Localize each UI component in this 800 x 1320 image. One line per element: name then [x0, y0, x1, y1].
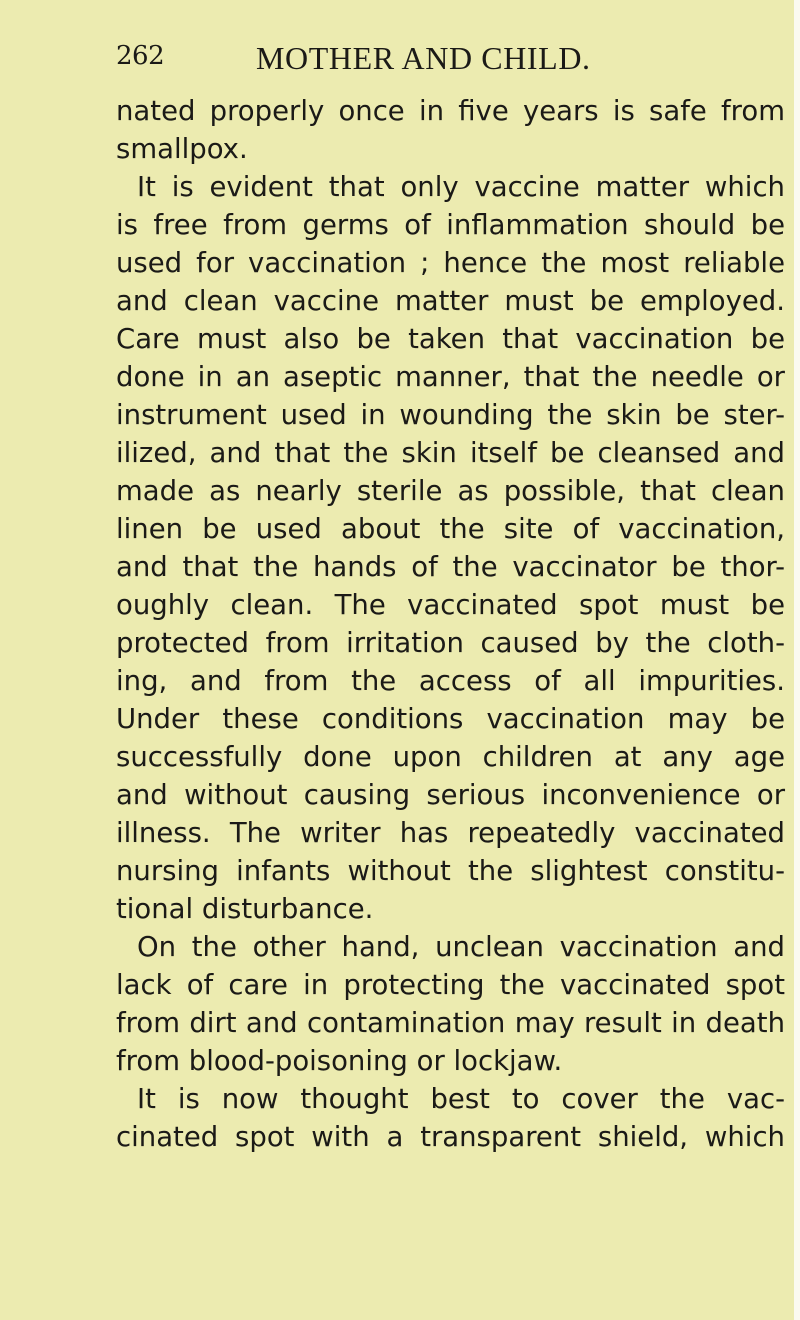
running-head: MOTHER AND CHILD. [256, 40, 591, 76]
text-line-21: nursing infants without the slightest constitu- [116, 855, 785, 887]
text-line-15: protected from irritation caused by the cloth- [116, 627, 785, 659]
text-line-12: linen be used about the site of vaccination, [116, 513, 785, 545]
text-line-17: Under these conditions vaccination may be [116, 703, 785, 735]
text-line-27: It is now thought best to cover the vac- [137, 1083, 785, 1115]
text-line-22: tional disturbance. [116, 893, 374, 925]
text-line-19: and without causing serious inconvenience or [116, 779, 785, 811]
text-line-9: instrument used in wounding the skin be ster- [116, 399, 785, 431]
text-line-20: illness. The writer has repeatedly vaccinated [116, 817, 785, 849]
text-line-16: ing, and from the access of all impurities. [116, 665, 785, 697]
text-line-5: used for vaccination ; hence the most reliable [116, 247, 785, 279]
text-line-4: is free from germs of inflammation should be [116, 209, 785, 241]
text-line-14: oughly clean. The vaccinated spot must be [116, 589, 785, 621]
text-line-10: ilized, and that the skin itself be cleansed and [116, 437, 785, 469]
text-line-7: Care must also be taken that vaccination be [116, 323, 785, 355]
text-line-28: cinated spot with a transparent shield, which [116, 1121, 785, 1153]
text-line-11: made as nearly sterile as possible, that clean [116, 475, 785, 507]
text-line-18: successfully done upon children at any age [116, 741, 785, 773]
text-line-2: smallpox. [116, 133, 248, 165]
text-line-3: It is evident that only vaccine matter which [137, 171, 785, 203]
text-line-6: and clean vaccine matter must be employed. [116, 285, 785, 317]
page-number: 262 [116, 41, 165, 71]
text-line-26: from blood-poisoning or lockjaw. [116, 1045, 563, 1077]
text-line-24: lack of care in protecting the vaccinated spot [116, 969, 785, 1001]
text-line-1: nated properly once in five years is safe from [116, 95, 785, 127]
text-line-8: done in an aseptic manner, that the needle or [116, 361, 785, 393]
text-line-13: and that the hands of the vaccinator be thor- [116, 551, 785, 583]
text-line-23: On the other hand, unclean vaccination and [137, 931, 785, 963]
text-line-25: from dirt and contamination may result in death [116, 1007, 785, 1039]
